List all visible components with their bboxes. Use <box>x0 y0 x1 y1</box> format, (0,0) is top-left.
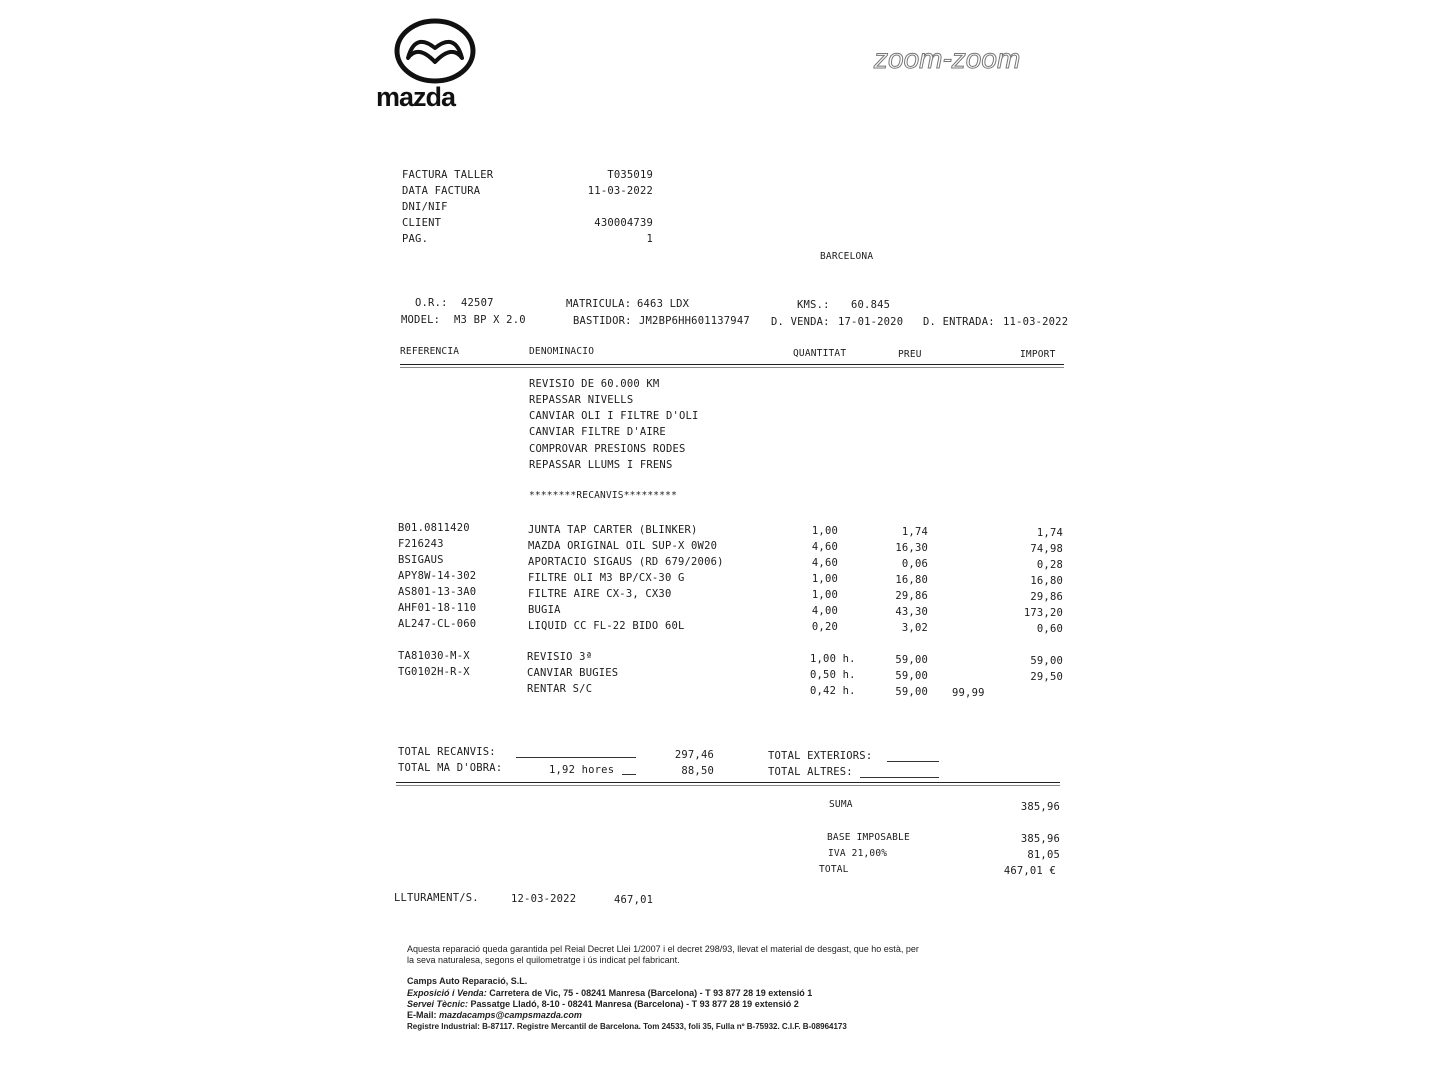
labor-qty: 1,00 h. <box>810 653 856 665</box>
labor-price: 59,00 <box>895 670 928 682</box>
mazda-emblem-icon <box>390 18 480 84</box>
part-qty: 4,60 <box>811 541 838 553</box>
part-desc: APORTACIO SIGAUS (RD 679/2006) <box>528 556 724 568</box>
part-price: 43,30 <box>895 606 928 618</box>
model-label: MODEL: <box>401 314 441 326</box>
payment-label: LLTURAMENT/S. <box>394 892 479 904</box>
labor-amount: 29,50 <box>1030 671 1063 683</box>
part-amount: 1,74 <box>1036 527 1063 539</box>
labor-desc: REVISIO 3ª <box>527 651 593 663</box>
part-qty: 4,00 <box>811 605 838 617</box>
part-qty: 1,00 <box>811 589 838 601</box>
total-ma-obra-label: TOTAL MA D'OBRA: <box>398 762 503 774</box>
table-header-divider <box>400 364 1064 365</box>
part-desc: LIQUID CC FL-22 BIDO 60L <box>528 620 685 632</box>
entrada-value: 11-03-2022 <box>1003 316 1069 328</box>
part-ref: BSIGAUS <box>398 554 444 566</box>
entrada-label: D. ENTRADA: <box>923 316 995 328</box>
part-amount: 0,60 <box>1036 623 1063 635</box>
labor-amount: 59,00 <box>1030 655 1063 667</box>
total-label: TOTAL <box>819 864 849 875</box>
total-exteriors-label: TOTAL EXTERIORS: <box>768 750 873 762</box>
totals-divider <box>396 782 1060 783</box>
col-import: IMPORT <box>1020 349 1056 360</box>
part-price: 16,30 <box>895 542 928 554</box>
labor-ref: TA81030-M-X <box>398 650 470 662</box>
part-price: 16,80 <box>895 574 928 586</box>
iva-value: 81,05 <box>1027 849 1060 861</box>
fill-line <box>516 757 636 758</box>
matricula-value: 6463 LDX <box>637 298 690 310</box>
base-label: BASE IMPOSABLE <box>827 832 910 843</box>
part-qty: 1,00 <box>811 525 838 537</box>
description-line: REPASSAR LLUMS I FRENS <box>529 459 673 471</box>
part-amount: 0,28 <box>1036 559 1063 571</box>
servei-line <box>407 999 799 1009</box>
labor-price: 59,00 <box>895 686 928 698</box>
part-desc: FILTRE OLI M3 BP/CX-30 G <box>528 572 685 584</box>
part-qty: 0,20 <box>811 621 838 633</box>
part-ref: F216243 <box>398 538 444 550</box>
total-recanvis-value: 297,46 <box>674 749 714 761</box>
fill-line <box>887 761 939 762</box>
page-number: 1 <box>646 233 653 245</box>
part-price: 1,74 <box>901 526 928 538</box>
suma-value: 385,96 <box>1020 801 1060 813</box>
description-line: REVISIO DE 60.000 KM <box>529 378 660 390</box>
kms-value: 60.845 <box>851 299 891 311</box>
invoice-label: DNI/NIF <box>402 201 448 213</box>
part-ref: AL247-CL-060 <box>398 618 477 630</box>
col-quantitat: QUANTITAT <box>793 348 847 359</box>
fill-line <box>622 774 636 775</box>
description-line: CANVIAR OLI I FILTRE D'OLI <box>529 410 699 422</box>
col-referencia: REFERENCIA <box>400 346 460 357</box>
or-value: 42507 <box>461 297 494 309</box>
part-desc: MAZDA ORIGINAL OIL SUP-X 0W20 <box>528 540 718 552</box>
part-ref: AHF01-18-110 <box>398 602 477 614</box>
exposicio-line <box>407 988 812 998</box>
total-recanvis-label: TOTAL RECANVIS: <box>398 746 496 758</box>
company-name: Camps Auto Reparació, S.L. <box>407 976 528 986</box>
part-price: 0,06 <box>901 558 928 570</box>
part-amount: 16,80 <box>1030 575 1063 587</box>
section-title: ********RECANVIS********* <box>529 490 677 501</box>
part-qty: 1,00 <box>811 573 838 585</box>
part-desc: JUNTA TAP CARTER (BLINKER) <box>528 524 698 536</box>
labor-ref: TG0102H-R-X <box>398 666 470 678</box>
kms-label: KMS.: <box>797 299 830 311</box>
labor-desc: RENTAR S/C <box>527 683 593 695</box>
invoice-number: T035019 <box>607 169 653 181</box>
invoice-label: DATA FACTURA <box>402 185 481 197</box>
totals-divider <box>396 785 1060 786</box>
part-qty: 4,60 <box>811 557 838 569</box>
total-value: 467,01 € <box>1003 865 1056 877</box>
venda-label: D. VENDA: <box>771 316 830 328</box>
labor-qty: 0,50 h. <box>810 669 856 681</box>
fill-line <box>860 777 939 778</box>
invoice-label: CLIENT <box>402 217 442 229</box>
part-desc: FILTRE AIRE CX-3, CX30 <box>528 588 672 600</box>
registre-text: Registre Industrial: B-87117. Registre Mercantil de Barcelona. Tom 24533, foli 35, Fulla nº B-75932. C.I.F. B-08964173 <box>407 1022 847 1031</box>
invoice-label: FACTURA TALLER <box>402 169 494 181</box>
warranty-text: Aquesta reparació queda garantida pel Reial Decret Llei 1/2007 i el decret 298/93, llevat el material de desgast, que ho està, per <box>407 944 919 954</box>
matricula-label: MATRICULA: <box>566 298 632 310</box>
payment-date: 12-03-2022 <box>511 893 577 905</box>
servei-label: Servei Tècnic: <box>407 999 469 1009</box>
part-ref: B01.0811420 <box>398 522 470 534</box>
mazda-logo <box>376 18 496 113</box>
table-header-divider <box>400 367 1064 368</box>
col-denominacio: DENOMINACIO <box>529 346 595 357</box>
part-amount: 29,86 <box>1030 591 1063 603</box>
description-line: CANVIAR FILTRE D'AIRE <box>529 426 666 438</box>
suma-label: SUMA <box>829 799 853 810</box>
invoice-label: PAG. <box>402 233 429 245</box>
description-line: REPASSAR NIVELLS <box>529 394 634 406</box>
part-ref: AS801-13-3A0 <box>398 586 477 598</box>
description-line: COMPROVAR PRESIONS RODES <box>529 443 686 455</box>
email-label: E-Mail: <box>407 1010 437 1020</box>
part-price: 3,02 <box>901 622 928 634</box>
or-label: O.R.: <box>415 297 448 309</box>
part-amount: 74,98 <box>1030 543 1063 555</box>
email-line <box>407 1010 582 1020</box>
bastidor-value: JM2BP6HH601137947 <box>639 315 750 327</box>
part-price: 29,86 <box>895 590 928 602</box>
iva-label: IVA 21,00% <box>828 848 888 859</box>
total-ma-obra-hours: 1,92 hores <box>549 764 615 776</box>
bastidor-label: BASTIDOR: <box>573 315 632 327</box>
payment-amount: 467,01 <box>614 894 654 906</box>
base-value: 385,96 <box>1020 833 1060 845</box>
invoice-date: 11-03-2022 <box>587 185 653 197</box>
total-altres-label: TOTAL ALTRES: <box>768 766 853 778</box>
exposicio-label: Exposició i Venda: <box>407 988 487 998</box>
model-value: M3 BP X 2.0 <box>454 314 526 326</box>
labor-desc: CANVIAR BUGIES <box>527 667 619 679</box>
client-number: 430004739 <box>594 217 653 229</box>
col-preu: PREU <box>898 349 922 360</box>
email-text[interactable]: mazdacamps@campsmazda.com <box>439 1010 582 1020</box>
servei-text: Passatge Lladó, 8-10 - 08241 Manresa (Barcelona) - T 93 877 28 19 extensió 2 <box>470 999 799 1009</box>
city: BARCELONA <box>820 251 874 262</box>
part-ref: APY8W-14-302 <box>398 570 477 582</box>
labor-price: 59,00 <box>895 654 928 666</box>
venda-value: 17-01-2020 <box>838 316 904 328</box>
warranty-text: la seva naturalesa, segons el quilometratge i ús indicat pel fabricant. <box>407 955 680 965</box>
exposicio-text: Carretera de Vic, 75 - 08241 Manresa (Barcelona) - T 93 877 28 19 extensió 1 <box>489 988 813 998</box>
part-amount: 173,20 <box>1023 607 1063 619</box>
total-ma-obra-value: 88,50 <box>681 765 714 777</box>
labor-qty: 0,42 h. <box>810 685 856 697</box>
brand-name: mazda <box>376 82 456 112</box>
brand-slogan: zoom-zoom <box>874 43 1021 74</box>
part-desc: BUGIA <box>528 604 561 616</box>
labor-extra: 99,99 <box>952 687 985 699</box>
